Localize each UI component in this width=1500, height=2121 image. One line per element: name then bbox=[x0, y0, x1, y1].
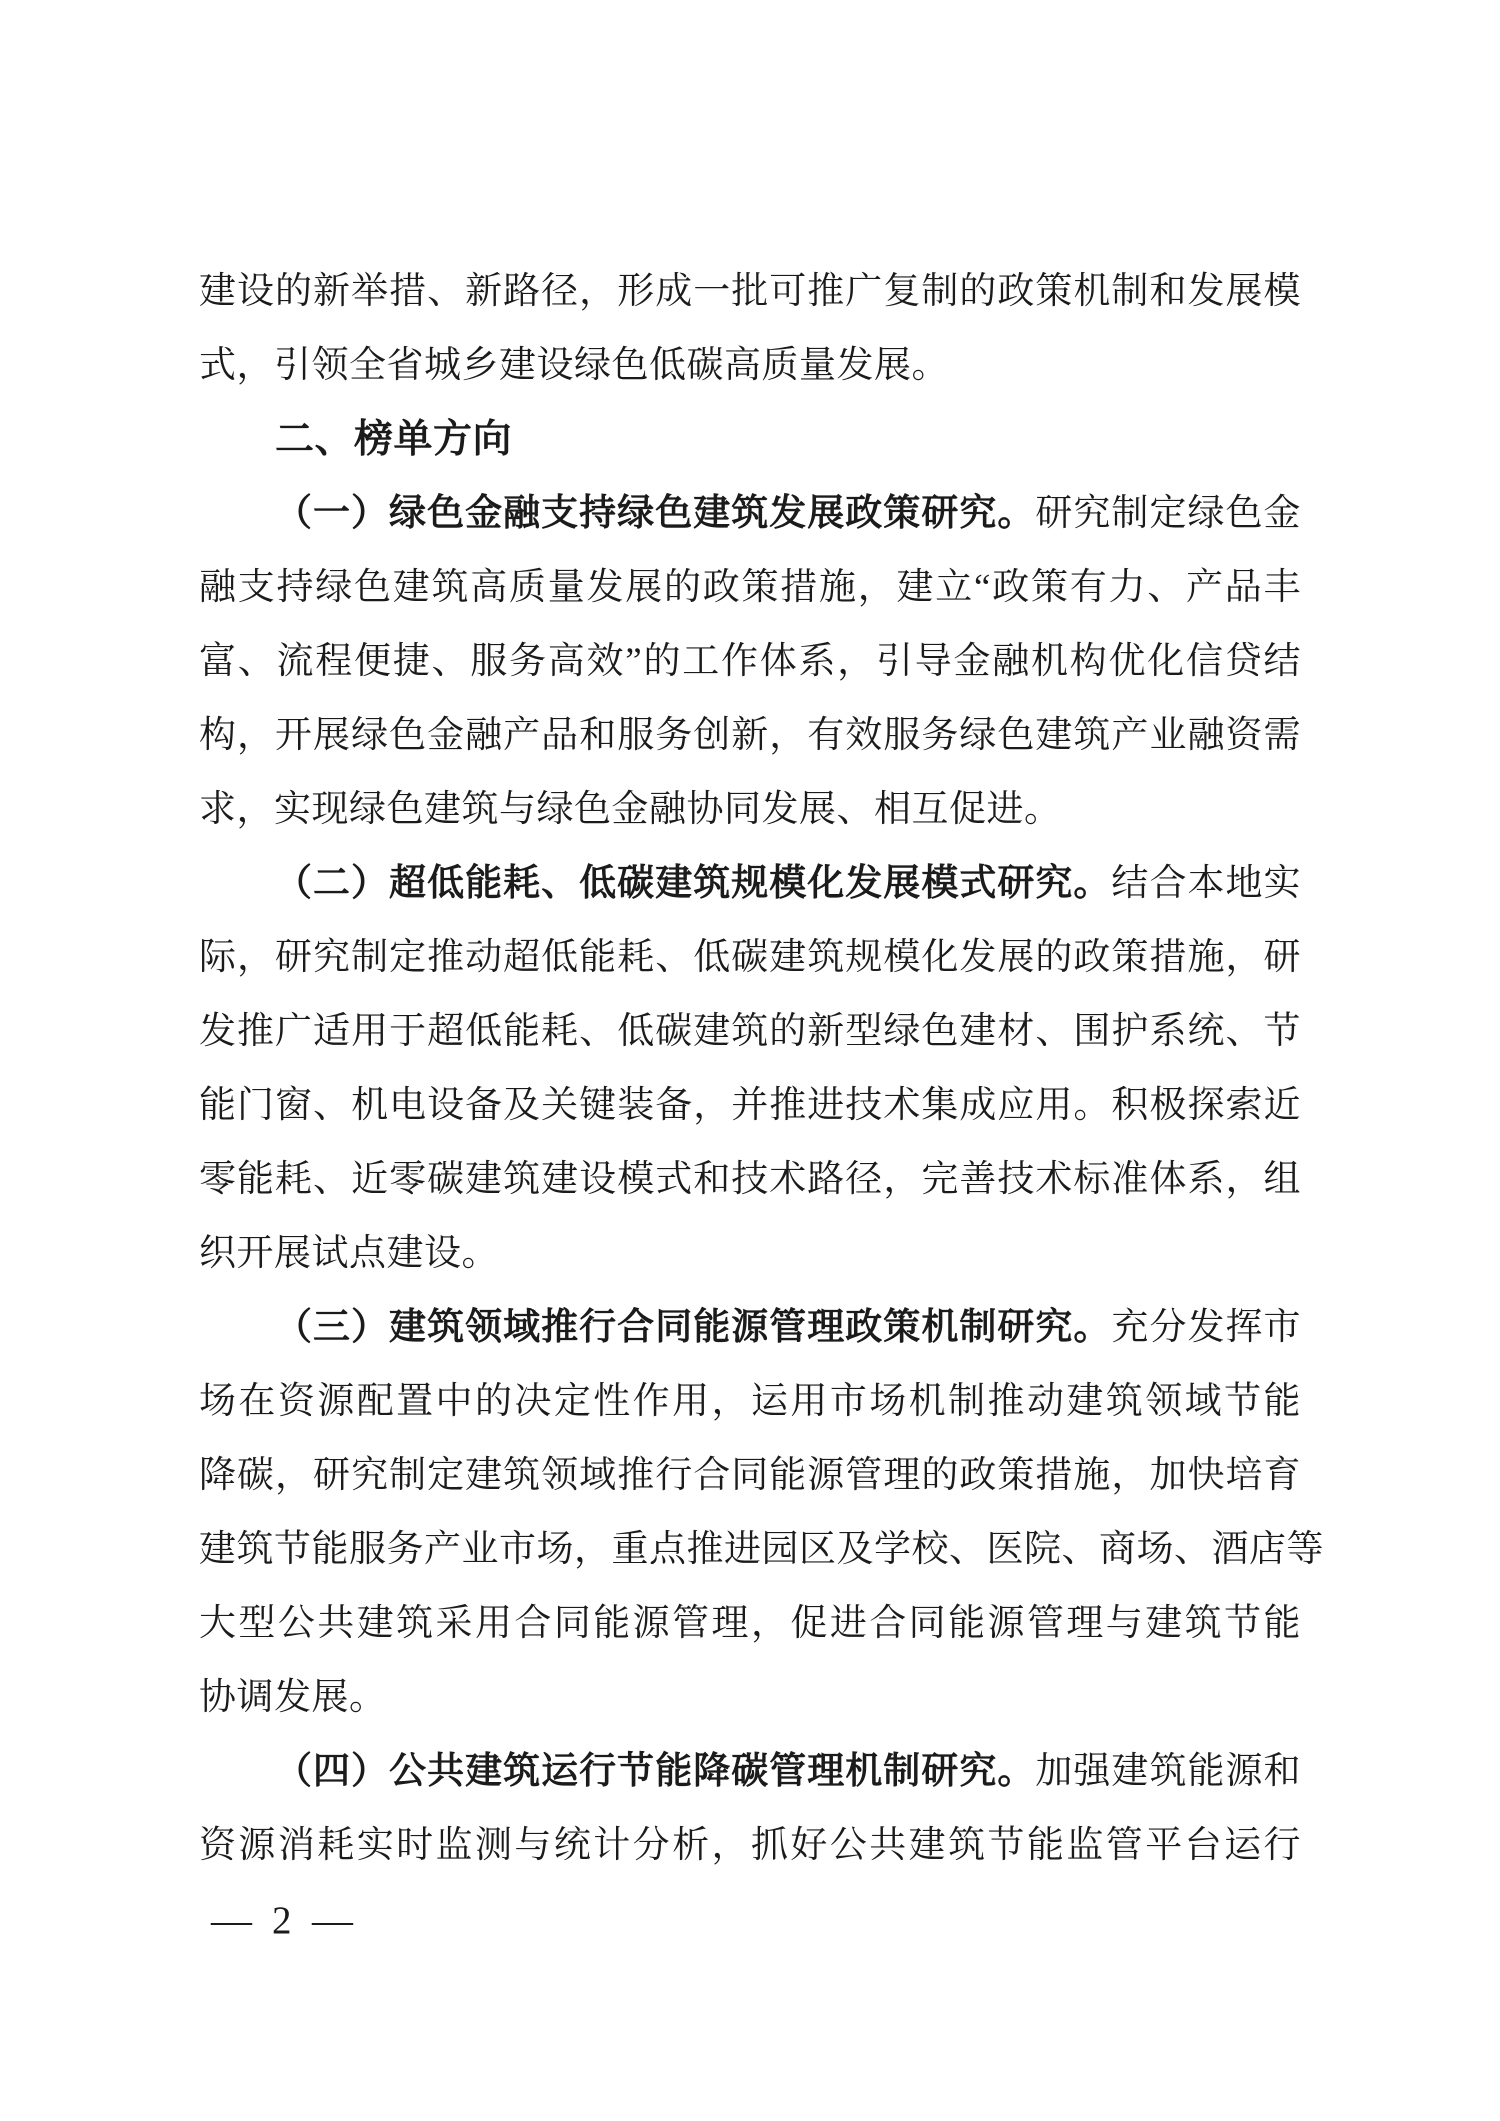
page-number: 2 bbox=[272, 1899, 292, 1942]
item-1-line bbox=[199, 773, 1301, 847]
item-3-line bbox=[199, 1661, 1301, 1735]
text-segment: 零能耗、近零碳建筑建设模式和技术路径，完善技术标准体系，组 bbox=[199, 1159, 1301, 1200]
text-segment: 建设的新举措、新路径，形成一批可推广复制的政策机制和发展模 bbox=[199, 271, 1301, 312]
item-3-line bbox=[199, 1513, 1324, 1587]
item-1-line bbox=[199, 477, 1301, 551]
emphasis-text-segment: （二）超低能耗、低碳建筑规模化发展模式研究。 bbox=[275, 863, 1112, 904]
emphasis-text-segment: 二、榜单方向 bbox=[275, 418, 513, 461]
item-4-line bbox=[199, 1809, 1301, 1883]
text-segment: 融支持绿色建筑高质量发展的政策措施，建立“政策有力、产品丰 bbox=[199, 567, 1301, 608]
item-2-line bbox=[199, 1069, 1301, 1143]
item-2-line bbox=[199, 995, 1301, 1069]
text-segment: 式，引领全省城乡建设绿色低碳高质量发展。 bbox=[199, 345, 949, 386]
item-2-line bbox=[199, 847, 1301, 921]
document-body bbox=[199, 255, 1324, 1883]
footer-dash-right: — bbox=[311, 1899, 353, 1942]
text-segment: 充分发挥市 bbox=[1111, 1307, 1301, 1348]
para-continued-line bbox=[199, 329, 1301, 403]
emphasis-text-segment: （三）建筑领域推行合同能源管理政策机制研究。 bbox=[275, 1307, 1112, 1348]
item-2-line bbox=[199, 1143, 1301, 1217]
text-segment: 织开展试点建设。 bbox=[199, 1233, 499, 1274]
text-segment: 协调发展。 bbox=[199, 1677, 387, 1718]
text-segment: 加强建筑能源和 bbox=[1035, 1751, 1302, 1792]
text-segment: 场在资源配置中的决定性作用，运用市场机制推动建筑领域节能 bbox=[199, 1381, 1301, 1422]
item-1-line bbox=[199, 625, 1301, 699]
item-1-line bbox=[199, 551, 1301, 625]
item-4-line bbox=[199, 1735, 1301, 1809]
footer-dash-left: — bbox=[211, 1899, 252, 1942]
item-3-line bbox=[199, 1365, 1301, 1439]
item-1-line bbox=[199, 699, 1301, 773]
text-segment: 发推广适用于超低能耗、低碳建筑的新型绿色建材、围护系统、节 bbox=[199, 1011, 1301, 1052]
item-3-line bbox=[199, 1587, 1301, 1661]
item-2-line bbox=[199, 921, 1301, 995]
emphasis-text-segment: （一）绿色金融支持绿色建筑发展政策研究。 bbox=[275, 493, 1036, 534]
text-segment: 构，开展绿色金融产品和服务创新，有效服务绿色建筑产业融资需 bbox=[199, 715, 1301, 756]
text-segment: 结合本地实 bbox=[1111, 863, 1301, 904]
text-segment: 求，实现绿色建筑与绿色金融协同发展、相互促进。 bbox=[199, 789, 1062, 830]
text-segment: 际，研究制定推动超低能耗、低碳建筑规模化发展的政策措施，研 bbox=[199, 937, 1301, 978]
text-segment: 资源消耗实时监测与统计分析，抓好公共建筑节能监管平台运行 bbox=[199, 1825, 1301, 1866]
item-2-line bbox=[199, 1217, 1301, 1291]
text-segment: 建筑节能服务产业市场，重点推进园区及学校、医院、商场、酒店等 bbox=[199, 1529, 1324, 1570]
text-segment: 降碳，研究制定建筑领域推行合同能源管理的政策措施，加快培育 bbox=[199, 1455, 1301, 1496]
text-segment: 研究制定绿色金 bbox=[1035, 493, 1302, 534]
item-3-line bbox=[199, 1439, 1301, 1513]
page-footer bbox=[212, 1892, 352, 1950]
text-segment: 大型公共建筑采用合同能源管理，促进合同能源管理与建筑节能 bbox=[199, 1603, 1301, 1644]
section-heading bbox=[199, 403, 1301, 477]
item-3-line bbox=[199, 1291, 1301, 1365]
text-segment: 富、流程便捷、服务高效”的工作体系，引导金融机构优化信贷结 bbox=[199, 641, 1301, 682]
emphasis-text-segment: （四）公共建筑运行节能降碳管理机制研究。 bbox=[275, 1751, 1036, 1792]
text-segment: 能门窗、机电设备及关键装备，并推进技术集成应用。积极探索近 bbox=[199, 1085, 1301, 1126]
para-continued-line bbox=[199, 255, 1301, 329]
